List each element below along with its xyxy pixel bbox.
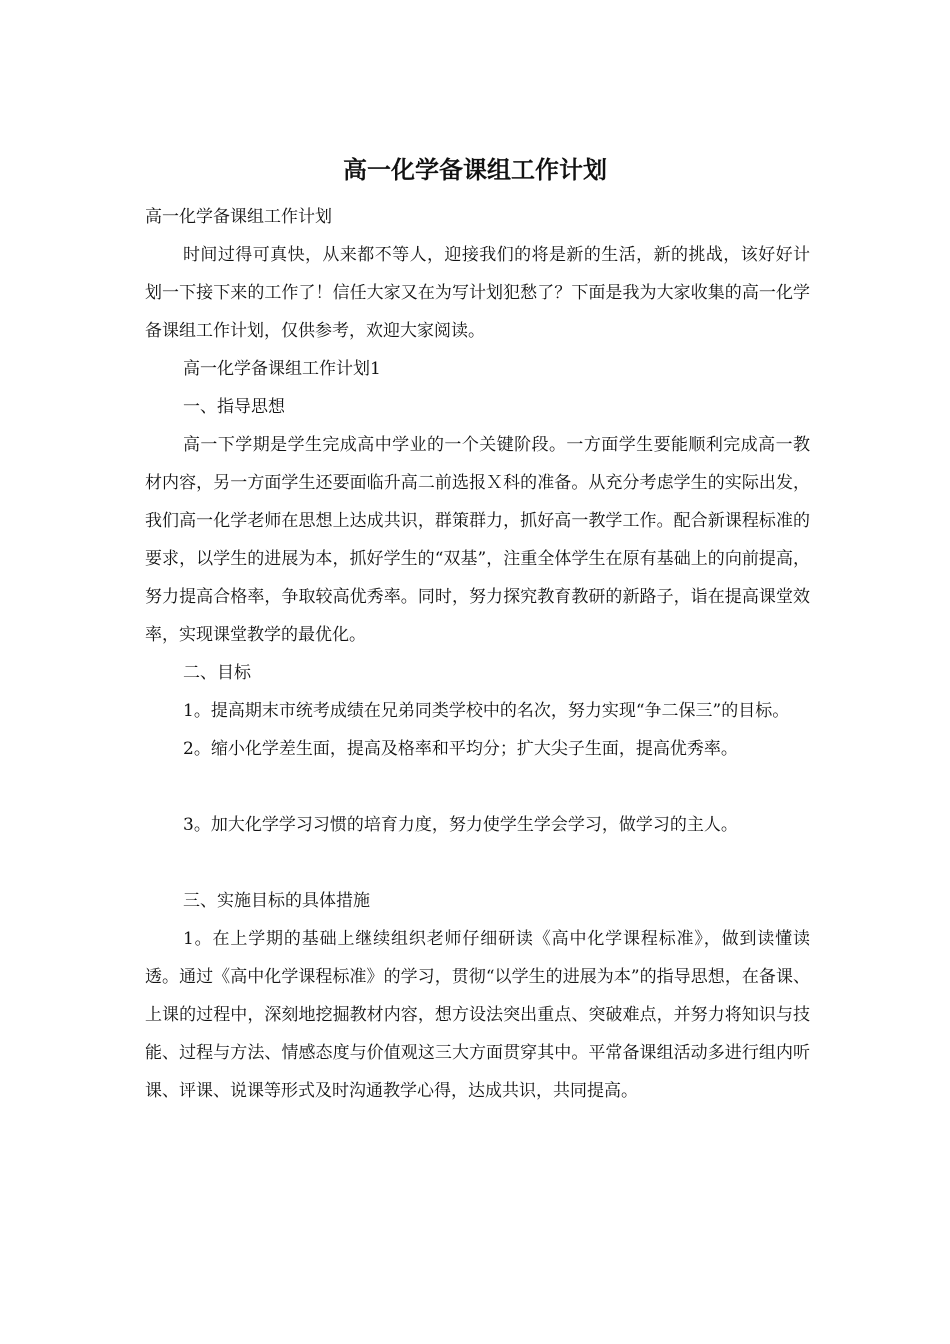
section2-heading: 二、目标 [183,663,251,683]
plan-heading: 高一化学备课组工作计划1 [183,359,381,379]
document-title: 高一化学备课组工作计划 [343,156,607,184]
section3-heading: 三、实施目标的具体措施 [183,891,370,911]
spacer [145,844,810,882]
subtitle: 高一化学备课组工作计划 [145,207,332,227]
intro-paragraph: 时间过得可真快，从来都不等人，迎接我们的将是新的生活，新的挑战，该好好计划一下接下来的工作了！信任大家又在为写计划犯愁了？下面是我为大家收集的高一化学备课组工作计划，仅供参考，欢迎大家阅读。 [145,245,810,341]
goal-3: 3。加大化学学习习惯的培育力度，努力使学生学会学习，做学习的主人。 [183,815,738,835]
goal-2: 2。缩小化学差生面，提高及格率和平均分；扩大尖子生面，提高优秀率。 [183,739,738,759]
section1-paragraph: 高一下学期是学生完成高中学业的一个关键阶段。一方面学生要能顺利完成高一教材内容，另一方面学生还要面临升高二前选报Ｘ科的准备。从充分考虑学生的实际出发，我们高一化学老师在思想上达成共识，群策群力，抓好高一教学工作。配合新课程标准的要求，以学生的进展为本，抓好学生的“双基”，注重全体学生在原有基础上的向前提高，努力提高合格率，争取较高优秀率。同时，努力探究教育教研的新路子，诣在提高课堂效率，实现课堂教学的最优化。 [145,435,810,645]
measure-1: 1。在上学期的基础上继续组织老师仔细研读《高中化学课程标准》，做到读懂读透。通过《高中化学课程标准》的学习，贯彻“以学生的进展为本”的指导思想，在备课、上课的过程中，深刻地挖掘教材内容，想方设法突出重点、突破难点，并努力将知识与技能、过程与方法、情感态度与价值观这三大方面贯穿其中。平常备课组活动多进行组内听课、评课、说课等形式及时沟通教学心得，达成共识，共同提高。 [145,929,810,1101]
document-body [145,198,810,1110]
spacer [145,768,810,806]
goal-1: 1。提高期末市统考成绩在兄弟同类学校中的名次，努力实现“争二保三”的目标。 [183,701,790,721]
section1-heading: 一、指导思想 [183,397,285,417]
